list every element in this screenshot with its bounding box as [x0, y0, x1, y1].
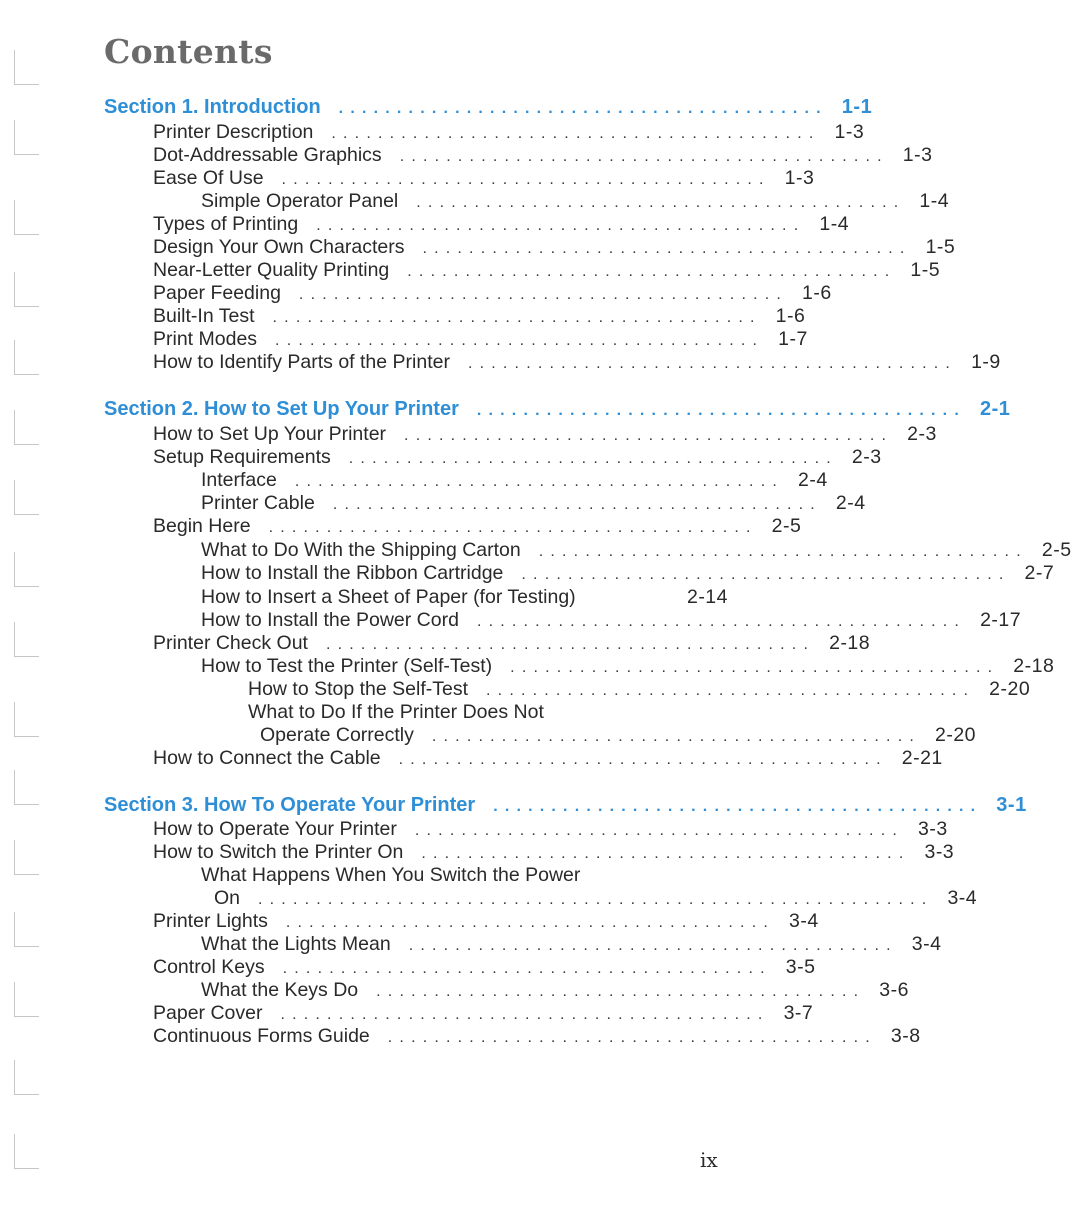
- toc-page-number: 3-3: [918, 818, 948, 840]
- toc-page-number: 2-18: [1013, 655, 1055, 677]
- toc-page-number: 2-4: [798, 469, 828, 491]
- page-number-footer: ix: [700, 1148, 718, 1172]
- toc-page-number: 1-5: [910, 259, 941, 281]
- toc-entry[interactable]: [153, 121, 865, 145]
- toc-entry[interactable]: [201, 586, 728, 609]
- toc-entry-label: Built-In Test: [153, 305, 255, 327]
- leader-dots: ..........................................: [407, 263, 897, 280]
- leader-dots: ..........................................................: [258, 891, 934, 908]
- toc-entry[interactable]: [153, 282, 832, 306]
- toc-page-number: 2-21: [901, 747, 943, 769]
- leader-dots: ..........................................: [476, 613, 967, 630]
- toc-entry[interactable]: [248, 678, 1031, 702]
- leader-dots: ..........................................: [387, 1029, 877, 1046]
- toc-entry[interactable]: [153, 213, 850, 237]
- leader-dots: ..........................................: [338, 100, 828, 117]
- toc-entry-label: Near-Letter Quality Printing: [153, 259, 390, 281]
- toc-section-1[interactable]: [104, 96, 873, 120]
- leader-dots: ..........................................: [431, 728, 921, 745]
- toc-page-number: 2-3: [907, 423, 937, 445]
- toc-entry-label: Types of Printing: [153, 213, 299, 235]
- toc-section-label: Section 2. How to Set Up Your Printer: [104, 398, 459, 420]
- leader-dots: ..........................................: [348, 450, 838, 467]
- toc-page-number: 2-17: [980, 609, 1022, 631]
- toc-page-number: 2-4: [835, 492, 866, 514]
- toc-entry-label: What to Do If the Printer Does Not: [248, 701, 544, 723]
- toc-entry-label: Continuous Forms Guide: [153, 1025, 370, 1047]
- leader-dots: ..........................................: [272, 309, 762, 326]
- leader-dots: ..........................................: [538, 543, 1028, 560]
- toc-page-number: 1-6: [775, 305, 806, 327]
- leader-dots: ..........................................: [285, 914, 775, 931]
- toc-entry-label: Printer Description: [153, 121, 314, 143]
- toc-page-number: 3-3: [924, 841, 955, 863]
- toc-page-number: 3-4: [947, 887, 978, 909]
- toc-entry[interactable]: [153, 818, 948, 842]
- toc-page-number: 1-3: [902, 144, 933, 166]
- toc-page-number: 1-9: [971, 351, 1001, 373]
- toc-entry[interactable]: [201, 492, 866, 516]
- toc-entry[interactable]: [153, 1025, 921, 1049]
- toc-entry[interactable]: [153, 632, 871, 656]
- leader-dots: ..........................................: [467, 355, 958, 372]
- toc-entry[interactable]: [153, 259, 941, 283]
- toc-entry-label: Ease Of Use: [153, 167, 264, 189]
- toc-entry-label: Paper Cover: [153, 1002, 263, 1024]
- leader-dots: ..........................................: [268, 519, 758, 536]
- toc-page-number: 3-7: [783, 1002, 814, 1024]
- toc-page-number: 2-5: [1041, 539, 1072, 561]
- toc-entry-label: What the Keys Do: [201, 979, 359, 1001]
- toc-entry[interactable]: [153, 910, 819, 934]
- leader-dots: ..........................................: [298, 286, 789, 303]
- leader-dots: ..........................................: [376, 983, 866, 1000]
- toc-section-label: Section 1. Introduction: [104, 96, 321, 118]
- leader-dots: ..........................................: [493, 798, 983, 815]
- toc-entry[interactable]: [248, 701, 728, 724]
- toc-entry-label: Begin Here: [153, 515, 251, 537]
- toc-page-number: 1-5: [925, 236, 956, 258]
- toc-page-number: 1-4: [819, 213, 850, 235]
- toc-entry[interactable]: [153, 328, 808, 352]
- leader-dots: ..........................................: [421, 845, 911, 862]
- toc-page-number: 2-7: [1024, 562, 1055, 584]
- leader-dots: ..........................................: [332, 496, 822, 513]
- toc-entry-label: How to Insert a Sheet of Paper (for Testing): [201, 586, 576, 608]
- leader-dots: ..........................................: [316, 217, 806, 234]
- toc-section-3[interactable]: [104, 794, 1027, 818]
- toc-entry-label: Interface: [201, 469, 277, 491]
- toc-page-number: 3-8: [890, 1025, 921, 1047]
- leader-dots: ..........................................: [414, 822, 904, 839]
- leader-dots: ..........................................: [408, 937, 898, 954]
- toc-entry[interactable]: [153, 423, 937, 447]
- toc-page-number: 1-3: [834, 121, 865, 143]
- leader-dots: ..........................................: [281, 171, 771, 188]
- toc-page-number: 3-6: [879, 979, 909, 1001]
- toc-entry-label: Setup Requirements: [153, 446, 331, 468]
- toc-entry-label: How to Operate Your Printer: [153, 818, 397, 840]
- leader-dots: ..........................................: [476, 402, 966, 419]
- toc-entry-label: Control Keys: [153, 956, 265, 978]
- leader-dots: ..........................................: [404, 427, 894, 444]
- toc-page-number: 1-6: [802, 282, 832, 304]
- toc-entry[interactable]: [201, 469, 828, 493]
- toc-entry-label: Printer Cable: [201, 492, 315, 514]
- toc-page-number: 2-3: [851, 446, 882, 468]
- toc-entry[interactable]: [201, 933, 942, 957]
- toc-entry[interactable]: [153, 144, 933, 168]
- leader-dots: ..........................................: [275, 332, 765, 349]
- toc-entry-label: How to Set Up Your Printer: [153, 423, 387, 445]
- toc-page-number: 2-1: [979, 398, 1011, 420]
- toc-section-2[interactable]: [104, 398, 1011, 422]
- toc-entry-label: Simple Operator Panel: [201, 190, 399, 212]
- toc-entry-label: Design Your Own Characters: [153, 236, 405, 258]
- toc-section-label: Section 3. How To Operate Your Printer: [104, 794, 476, 816]
- toc-page-number: 2-20: [935, 724, 977, 746]
- toc-entry-label: What the Lights Mean: [201, 933, 391, 955]
- toc-entry[interactable]: [260, 724, 977, 748]
- toc-page-number: 3-4: [911, 933, 942, 955]
- toc-entry-label: What Happens When You Switch the Power: [201, 864, 581, 886]
- toc-entry[interactable]: [201, 979, 909, 1003]
- leader-dots: ..........................................: [486, 682, 976, 699]
- leader-dots: ..........................................: [282, 960, 772, 977]
- toc-entry[interactable]: [201, 562, 1055, 586]
- toc-entry[interactable]: [201, 190, 950, 214]
- toc-entry[interactable]: [201, 655, 1055, 679]
- toc-page-number: 1-3: [784, 167, 815, 189]
- toc-entry[interactable]: [214, 887, 978, 911]
- toc-entry-label: Printer Check Out: [153, 632, 308, 654]
- toc-page-number: 1-4: [919, 190, 950, 212]
- toc-entry-label: Print Modes: [153, 328, 258, 350]
- toc-entry-label: Printer Lights: [153, 910, 268, 932]
- toc-page-number: 3-4: [789, 910, 819, 932]
- leader-dots: ..........................................: [294, 473, 784, 490]
- toc-entry[interactable]: [153, 446, 882, 470]
- toc-entry-label: Dot-Addressable Graphics: [153, 144, 382, 166]
- toc-page-number: 2-18: [829, 632, 871, 654]
- toc-entry-label: Operate Correctly: [260, 724, 414, 746]
- toc-entry-label: What to Do With the Shipping Carton: [201, 539, 521, 561]
- toc-page-number: 1-1: [841, 96, 873, 118]
- toc-page-number: 3-1: [996, 794, 1027, 816]
- toc-entry-label: How to Connect the Cable: [153, 747, 381, 769]
- toc-page-number: 2-20: [989, 678, 1031, 700]
- leader-dots: ..........................................: [521, 566, 1011, 583]
- toc-entry[interactable]: [201, 864, 728, 887]
- leader-dots: ..........................................: [331, 125, 821, 142]
- toc-page-number: 2-5: [771, 515, 802, 537]
- leader-dots: ..........................................: [325, 636, 816, 653]
- toc-entry[interactable]: [153, 747, 943, 771]
- toc-entry-label: How to Install the Ribbon Cartridge: [201, 562, 504, 584]
- toc-page-number: 3-5: [785, 956, 816, 978]
- leader-dots: ..........................................: [416, 194, 906, 211]
- toc-entry[interactable]: [153, 167, 815, 191]
- toc-entry[interactable]: [201, 609, 1022, 633]
- leader-dots: ..........................................: [398, 751, 888, 768]
- toc-entry[interactable]: [153, 236, 956, 260]
- leader-dots: ..........................................: [280, 1006, 770, 1023]
- toc-entry-label: How to Stop the Self-Test: [248, 678, 469, 700]
- toc-entry[interactable]: [153, 1002, 814, 1026]
- toc-entry[interactable]: [153, 515, 802, 539]
- toc-entry-label: How to Install the Power Cord: [201, 609, 459, 631]
- toc-entry-label: How to Test the Printer (Self-Test): [201, 655, 493, 677]
- toc-entry[interactable]: [153, 841, 955, 865]
- toc-entry[interactable]: [153, 956, 816, 980]
- toc-entry-label: How to Switch the Printer On: [153, 841, 404, 863]
- toc-entry-label: How to Identify Parts of the Printer: [153, 351, 450, 373]
- page-title: Contents: [104, 32, 273, 71]
- toc-page-number: 2-14: [686, 586, 728, 608]
- toc-entry-label: On: [214, 887, 241, 909]
- toc-page-number: 1-7: [778, 328, 808, 350]
- leader-dots: ..........................................: [422, 240, 912, 257]
- toc-entry[interactable]: [201, 539, 1072, 563]
- toc-entry[interactable]: [153, 351, 1001, 375]
- toc-entry-label: Paper Feeding: [153, 282, 281, 304]
- leader-dots: ..........................................: [510, 659, 1000, 676]
- toc-entry[interactable]: [153, 305, 806, 329]
- leader-dots: ..........................................: [399, 148, 889, 165]
